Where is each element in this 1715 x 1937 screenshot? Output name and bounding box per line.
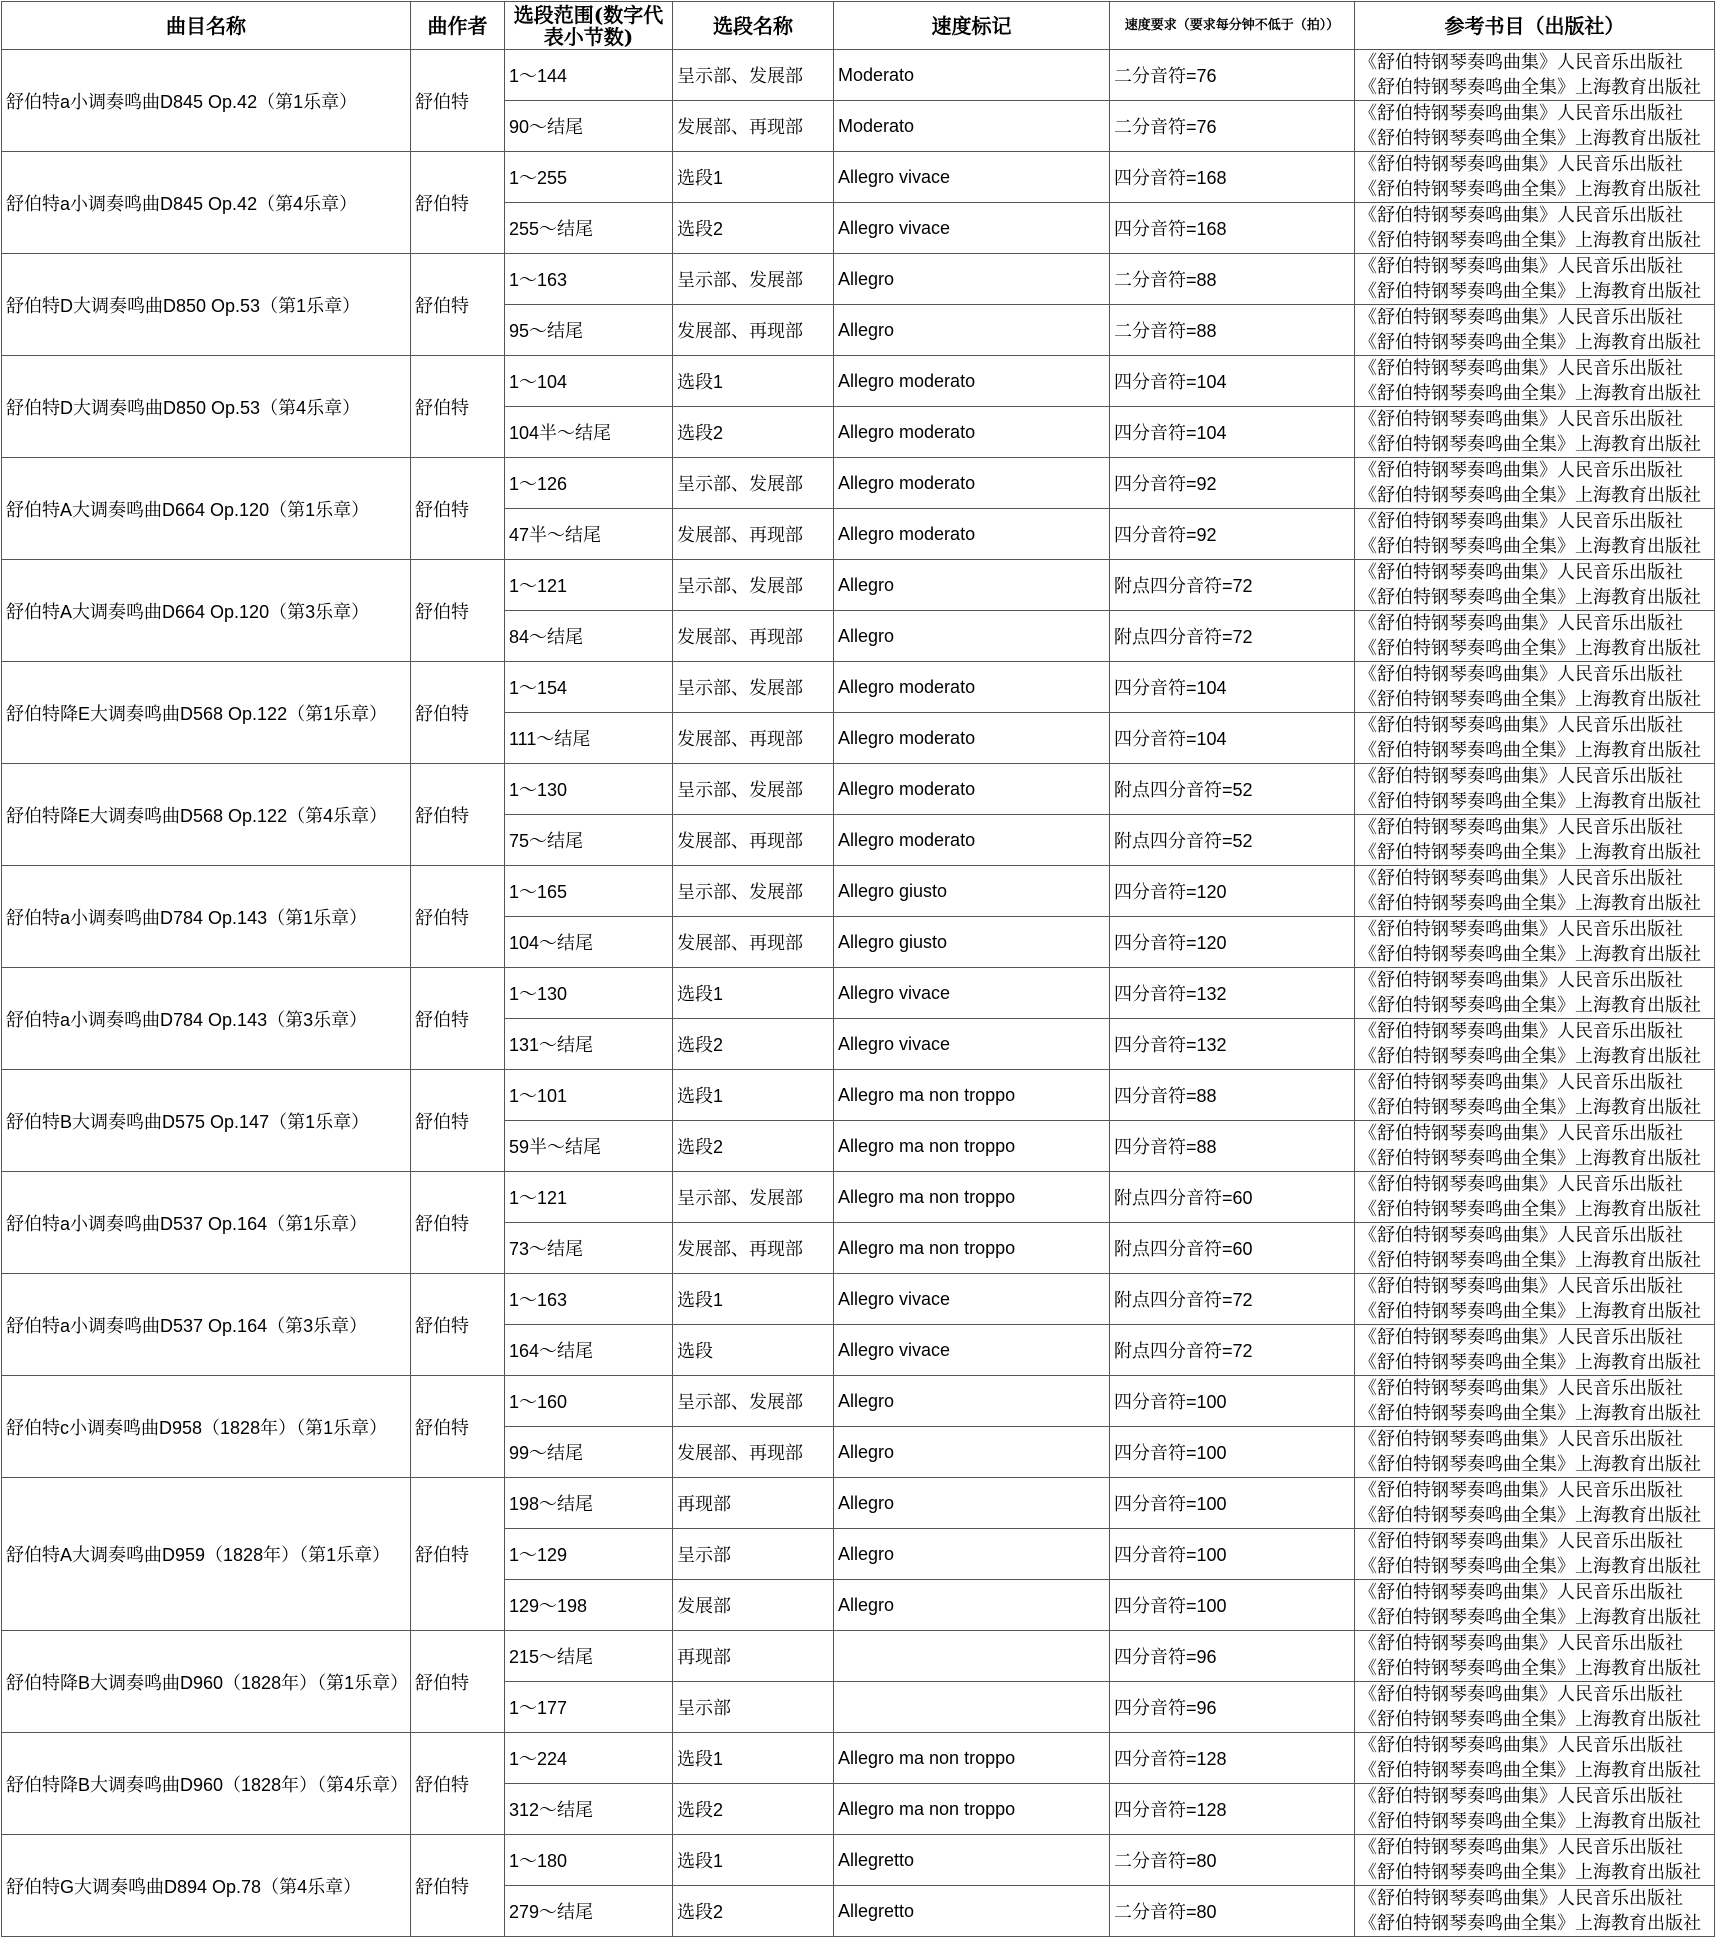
reference-books-cell: 《舒伯特钢琴奏鸣曲集》人民音乐出版社 《舒伯特钢琴奏鸣曲全集》上海教育出版社 [1355,305,1715,356]
tempo-requirement-cell: 四分音符=132 [1110,1019,1355,1070]
reference-books-cell: 《舒伯特钢琴奏鸣曲集》人民音乐出版社 《舒伯特钢琴奏鸣曲全集》上海教育出版社 [1355,1070,1715,1121]
section-name-cell: 选段2 [673,1886,834,1937]
composer-cell: 舒伯特 [411,1172,505,1274]
section-name-cell: 选段2 [673,203,834,254]
section-range-cell: 73～结尾 [505,1223,673,1274]
section-name-cell: 选段1 [673,1274,834,1325]
section-name-cell: 选段2 [673,1784,834,1835]
piece-title-cell: 舒伯特a小调奏鸣曲D845 Op.42（第4乐章） [2,152,411,254]
section-range-cell: 99～结尾 [505,1427,673,1478]
tempo-requirement-cell: 二分音符=88 [1110,305,1355,356]
tempo-requirement-cell: 四分音符=100 [1110,1580,1355,1631]
tempo-requirement-cell: 四分音符=100 [1110,1529,1355,1580]
tempo-requirement-cell: 附点四分音符=52 [1110,815,1355,866]
section-name-cell: 选段2 [673,407,834,458]
composer-cell: 舒伯特 [411,50,505,152]
section-name-cell: 呈示部、发展部 [673,764,834,815]
section-range-cell: 1～130 [505,764,673,815]
tempo-requirement-cell: 四分音符=120 [1110,917,1355,968]
tempo-marking-cell: Allegro ma non troppo [834,1733,1110,1784]
section-name-cell: 再现部 [673,1478,834,1529]
section-name-cell: 发展部、再现部 [673,611,834,662]
tempo-marking-cell: Allegro vivace [834,203,1110,254]
section-name-cell: 呈示部、发展部 [673,254,834,305]
reference-books-cell: 《舒伯特钢琴奏鸣曲集》人民音乐出版社 《舒伯特钢琴奏鸣曲全集》上海教育出版社 [1355,1631,1715,1682]
reference-books-cell: 《舒伯特钢琴奏鸣曲集》人民音乐出版社 《舒伯特钢琴奏鸣曲全集》上海教育出版社 [1355,917,1715,968]
section-range-cell: 104半～结尾 [505,407,673,458]
reference-books-cell: 《舒伯特钢琴奏鸣曲集》人民音乐出版社 《舒伯特钢琴奏鸣曲全集》上海教育出版社 [1355,1376,1715,1427]
composer-cell: 舒伯特 [411,458,505,560]
reference-books-cell: 《舒伯特钢琴奏鸣曲集》人民音乐出版社 《舒伯特钢琴奏鸣曲全集》上海教育出版社 [1355,407,1715,458]
tempo-marking-cell: Allegretto [834,1835,1110,1886]
tempo-requirement-cell: 四分音符=128 [1110,1784,1355,1835]
section-range-cell: 129～198 [505,1580,673,1631]
header-section-name: 选段名称 [673,2,834,50]
piece-title-cell: 舒伯特a小调奏鸣曲D537 Op.164（第1乐章） [2,1172,411,1274]
piece-title-cell: 舒伯特A大调奏鸣曲D664 Op.120（第1乐章） [2,458,411,560]
tempo-marking-cell [834,1631,1110,1682]
section-name-cell: 选段1 [673,968,834,1019]
section-range-cell: 255～结尾 [505,203,673,254]
tempo-marking-cell: Allegro vivace [834,1274,1110,1325]
tempo-requirement-cell: 四分音符=168 [1110,203,1355,254]
tempo-requirement-cell: 附点四分音符=72 [1110,1325,1355,1376]
tempo-marking-cell: Allegro ma non troppo [834,1121,1110,1172]
table-row [2,1172,1715,1223]
tempo-requirement-cell: 四分音符=88 [1110,1121,1355,1172]
tempo-marking-cell: Allegro [834,560,1110,611]
tempo-requirement-cell: 四分音符=120 [1110,866,1355,917]
tempo-requirement-cell: 附点四分音符=72 [1110,1274,1355,1325]
section-range-cell: 1～163 [505,254,673,305]
section-range-cell: 1～121 [505,560,673,611]
section-range-cell: 1～180 [505,1835,673,1886]
tempo-marking-cell: Allegro vivace [834,1325,1110,1376]
tempo-marking-cell: Allegro [834,1580,1110,1631]
piece-title-cell: 舒伯特a小调奏鸣曲D537 Op.164（第3乐章） [2,1274,411,1376]
tempo-requirement-cell: 四分音符=100 [1110,1478,1355,1529]
reference-books-cell: 《舒伯特钢琴奏鸣曲集》人民音乐出版社 《舒伯特钢琴奏鸣曲全集》上海教育出版社 [1355,1784,1715,1835]
section-range-cell: 1～177 [505,1682,673,1733]
tempo-requirement-cell: 四分音符=88 [1110,1070,1355,1121]
reference-books-cell: 《舒伯特钢琴奏鸣曲集》人民音乐出版社 《舒伯特钢琴奏鸣曲全集》上海教育出版社 [1355,101,1715,152]
tempo-marking-cell: Allegro moderato [834,407,1110,458]
section-name-cell: 呈示部 [673,1682,834,1733]
section-range-cell: 1～154 [505,662,673,713]
section-range-cell: 84～结尾 [505,611,673,662]
tempo-requirement-cell: 附点四分音符=72 [1110,611,1355,662]
section-name-cell: 选段2 [673,1019,834,1070]
piece-title-cell: 舒伯特a小调奏鸣曲D784 Op.143（第1乐章） [2,866,411,968]
section-range-cell: 1～104 [505,356,673,407]
tempo-requirement-cell: 四分音符=104 [1110,407,1355,458]
tempo-marking-cell [834,1682,1110,1733]
tempo-marking-cell: Allegro vivace [834,152,1110,203]
table-row [2,1733,1715,1784]
section-range-cell: 1～144 [505,50,673,101]
section-range-cell: 279～结尾 [505,1886,673,1937]
tempo-marking-cell: Allegro ma non troppo [834,1223,1110,1274]
section-range-cell: 104～结尾 [505,917,673,968]
reference-books-cell: 《舒伯特钢琴奏鸣曲集》人民音乐出版社 《舒伯特钢琴奏鸣曲全集》上海教育出版社 [1355,254,1715,305]
tempo-requirement-cell: 四分音符=132 [1110,968,1355,1019]
composer-cell: 舒伯特 [411,1733,505,1835]
section-name-cell: 呈示部、发展部 [673,1376,834,1427]
reference-books-cell: 《舒伯特钢琴奏鸣曲集》人民音乐出版社 《舒伯特钢琴奏鸣曲全集》上海教育出版社 [1355,1019,1715,1070]
tempo-marking-cell: Allegro vivace [834,1019,1110,1070]
reference-books-cell: 《舒伯特钢琴奏鸣曲集》人民音乐出版社 《舒伯特钢琴奏鸣曲全集》上海教育出版社 [1355,713,1715,764]
header-row [2,2,1715,50]
piece-title-cell: 舒伯特G大调奏鸣曲D894 Op.78（第4乐章） [2,1835,411,1937]
table-row [2,356,1715,407]
tempo-requirement-cell: 四分音符=96 [1110,1682,1355,1733]
reference-books-cell: 《舒伯特钢琴奏鸣曲集》人民音乐出版社 《舒伯特钢琴奏鸣曲全集》上海教育出版社 [1355,1274,1715,1325]
reference-books-cell: 《舒伯特钢琴奏鸣曲集》人民音乐出版社 《舒伯特钢琴奏鸣曲全集》上海教育出版社 [1355,1835,1715,1886]
section-name-cell: 呈示部、发展部 [673,560,834,611]
composer-cell: 舒伯特 [411,560,505,662]
piece-title-cell: 舒伯特A大调奏鸣曲D664 Op.120（第3乐章） [2,560,411,662]
piece-title-cell: 舒伯特D大调奏鸣曲D850 Op.53（第1乐章） [2,254,411,356]
header-section-range: 选段范围(数字代表小节数) [505,2,673,50]
section-name-cell: 呈示部、发展部 [673,866,834,917]
piece-title-cell: 舒伯特c小调奏鸣曲D958（1828年）（第1乐章） [2,1376,411,1478]
table-row [2,152,1715,203]
reference-books-cell: 《舒伯特钢琴奏鸣曲集》人民音乐出版社 《舒伯特钢琴奏鸣曲全集》上海教育出版社 [1355,1427,1715,1478]
composer-cell: 舒伯特 [411,254,505,356]
tempo-marking-cell: Allegro ma non troppo [834,1070,1110,1121]
piece-title-cell: 舒伯特降B大调奏鸣曲D960（1828年）（第4乐章） [2,1733,411,1835]
tempo-marking-cell: Allegro moderato [834,713,1110,764]
piece-title-cell: 舒伯特降E大调奏鸣曲D568 Op.122（第4乐章） [2,764,411,866]
reference-books-cell: 《舒伯特钢琴奏鸣曲集》人民音乐出版社 《舒伯特钢琴奏鸣曲全集》上海教育出版社 [1355,866,1715,917]
tempo-requirement-cell: 四分音符=92 [1110,458,1355,509]
reference-books-cell: 《舒伯特钢琴奏鸣曲集》人民音乐出版社 《舒伯特钢琴奏鸣曲全集》上海教育出版社 [1355,815,1715,866]
reference-books-cell: 《舒伯特钢琴奏鸣曲集》人民音乐出版社 《舒伯特钢琴奏鸣曲全集》上海教育出版社 [1355,1682,1715,1733]
section-name-cell: 选段2 [673,1121,834,1172]
section-name-cell: 发展部、再现部 [673,713,834,764]
header-reference-books: 参考书目（出版社） [1355,2,1715,50]
section-range-cell: 1～163 [505,1274,673,1325]
section-range-cell: 1～129 [505,1529,673,1580]
tempo-marking-cell: Allegro [834,1376,1110,1427]
tempo-requirement-cell: 四分音符=92 [1110,509,1355,560]
section-name-cell: 呈示部、发展部 [673,458,834,509]
section-name-cell: 发展部、再现部 [673,1427,834,1478]
table-row [2,662,1715,713]
section-name-cell: 发展部、再现部 [673,101,834,152]
tempo-requirement-cell: 四分音符=96 [1110,1631,1355,1682]
tempo-requirement-cell: 附点四分音符=52 [1110,764,1355,815]
reference-books-cell: 《舒伯特钢琴奏鸣曲集》人民音乐出版社 《舒伯特钢琴奏鸣曲全集》上海教育出版社 [1355,764,1715,815]
tempo-requirement-cell: 二分音符=76 [1110,101,1355,152]
tempo-requirement-cell: 附点四分音符=72 [1110,560,1355,611]
piece-title-cell: 舒伯特降E大调奏鸣曲D568 Op.122（第1乐章） [2,662,411,764]
tempo-marking-cell: Allegro giusto [834,917,1110,968]
composer-cell: 舒伯特 [411,356,505,458]
table-row [2,1376,1715,1427]
reference-books-cell: 《舒伯特钢琴奏鸣曲集》人民音乐出版社 《舒伯特钢琴奏鸣曲全集》上海教育出版社 [1355,662,1715,713]
section-range-cell: 1～121 [505,1172,673,1223]
composer-cell: 舒伯特 [411,968,505,1070]
composer-cell: 舒伯特 [411,1376,505,1478]
reference-books-cell: 《舒伯特钢琴奏鸣曲集》人民音乐出版社 《舒伯特钢琴奏鸣曲全集》上海教育出版社 [1355,1580,1715,1631]
reference-books-cell: 《舒伯特钢琴奏鸣曲集》人民音乐出版社 《舒伯特钢琴奏鸣曲全集》上海教育出版社 [1355,968,1715,1019]
tempo-requirement-cell: 二分音符=76 [1110,50,1355,101]
tempo-requirement-cell: 二分音符=80 [1110,1886,1355,1937]
tempo-marking-cell: Allegro ma non troppo [834,1784,1110,1835]
section-range-cell: 1～101 [505,1070,673,1121]
composer-cell: 舒伯特 [411,866,505,968]
tempo-marking-cell: Allegro moderato [834,662,1110,713]
section-name-cell: 发展部、再现部 [673,815,834,866]
piece-title-cell: 舒伯特B大调奏鸣曲D575 Op.147（第1乐章） [2,1070,411,1172]
tempo-marking-cell: Allegro [834,611,1110,662]
piece-title-cell: 舒伯特降B大调奏鸣曲D960（1828年）（第1乐章） [2,1631,411,1733]
tempo-requirement-cell: 四分音符=104 [1110,713,1355,764]
section-range-cell: 111～结尾 [505,713,673,764]
table-row [2,1631,1715,1682]
reference-books-cell: 《舒伯特钢琴奏鸣曲集》人民音乐出版社 《舒伯特钢琴奏鸣曲全集》上海教育出版社 [1355,1121,1715,1172]
section-range-cell: 1～160 [505,1376,673,1427]
table-row [2,458,1715,509]
section-name-cell: 再现部 [673,1631,834,1682]
reference-books-cell: 《舒伯特钢琴奏鸣曲集》人民音乐出版社 《舒伯特钢琴奏鸣曲全集》上海教育出版社 [1355,50,1715,101]
tempo-marking-cell: Allegretto [834,1886,1110,1937]
tempo-marking-cell: Moderato [834,50,1110,101]
section-range-cell: 59半～结尾 [505,1121,673,1172]
reference-books-cell: 《舒伯特钢琴奏鸣曲集》人民音乐出版社 《舒伯特钢琴奏鸣曲全集》上海教育出版社 [1355,611,1715,662]
section-name-cell: 发展部、再现部 [673,1223,834,1274]
table-row [2,1835,1715,1886]
reference-books-cell: 《舒伯特钢琴奏鸣曲集》人民音乐出版社 《舒伯特钢琴奏鸣曲全集》上海教育出版社 [1355,458,1715,509]
section-name-cell: 选段 [673,1325,834,1376]
section-range-cell: 1～255 [505,152,673,203]
tempo-requirement-cell: 二分音符=80 [1110,1835,1355,1886]
section-name-cell: 选段1 [673,1835,834,1886]
tempo-marking-cell: Allegro [834,254,1110,305]
piece-title-cell: 舒伯特A大调奏鸣曲D959（1828年）（第1乐章） [2,1478,411,1631]
tempo-marking-cell: Allegro giusto [834,866,1110,917]
table-row [2,254,1715,305]
tempo-marking-cell: Allegro vivace [834,968,1110,1019]
table-row [2,866,1715,917]
section-name-cell: 选段1 [673,356,834,407]
tempo-marking-cell: Moderato [834,101,1110,152]
repertoire-table [1,1,1715,1937]
section-range-cell: 1～130 [505,968,673,1019]
tempo-marking-cell: Allegro ma non troppo [834,1172,1110,1223]
section-name-cell: 呈示部、发展部 [673,662,834,713]
section-range-cell: 164～结尾 [505,1325,673,1376]
section-range-cell: 198～结尾 [505,1478,673,1529]
tempo-marking-cell: Allegro [834,1427,1110,1478]
tempo-requirement-cell: 四分音符=104 [1110,356,1355,407]
table-body [2,50,1715,1937]
tempo-requirement-cell: 附点四分音符=60 [1110,1172,1355,1223]
composer-cell: 舒伯特 [411,1478,505,1631]
reference-books-cell: 《舒伯特钢琴奏鸣曲集》人民音乐出版社 《舒伯特钢琴奏鸣曲全集》上海教育出版社 [1355,1529,1715,1580]
section-range-cell: 215～结尾 [505,1631,673,1682]
piece-title-cell: 舒伯特D大调奏鸣曲D850 Op.53（第4乐章） [2,356,411,458]
section-range-cell: 47半～结尾 [505,509,673,560]
section-range-cell: 75～结尾 [505,815,673,866]
section-name-cell: 呈示部 [673,1529,834,1580]
piece-title-cell: 舒伯特a小调奏鸣曲D784 Op.143（第3乐章） [2,968,411,1070]
section-name-cell: 选段1 [673,1070,834,1121]
reference-books-cell: 《舒伯特钢琴奏鸣曲集》人民音乐出版社 《舒伯特钢琴奏鸣曲全集》上海教育出版社 [1355,1325,1715,1376]
tempo-marking-cell: Allegro [834,1529,1110,1580]
section-range-cell: 312～结尾 [505,1784,673,1835]
table-row [2,1274,1715,1325]
tempo-requirement-cell: 四分音符=128 [1110,1733,1355,1784]
section-name-cell: 发展部、再现部 [673,917,834,968]
section-range-cell: 90～结尾 [505,101,673,152]
section-name-cell: 发展部、再现部 [673,509,834,560]
section-name-cell: 选段1 [673,152,834,203]
section-name-cell: 呈示部、发展部 [673,50,834,101]
composer-cell: 舒伯特 [411,1070,505,1172]
composer-cell: 舒伯特 [411,1835,505,1937]
tempo-marking-cell: Allegro moderato [834,356,1110,407]
table-row [2,1478,1715,1529]
tempo-requirement-cell: 附点四分音符=60 [1110,1223,1355,1274]
composer-cell: 舒伯特 [411,152,505,254]
header-piece-title: 曲目名称 [2,2,411,50]
table-row [2,560,1715,611]
section-range-cell: 1～224 [505,1733,673,1784]
section-name-cell: 呈示部、发展部 [673,1172,834,1223]
table-row [2,50,1715,101]
tempo-marking-cell: Allegro [834,305,1110,356]
composer-cell: 舒伯特 [411,764,505,866]
section-range-cell: 1～126 [505,458,673,509]
reference-books-cell: 《舒伯特钢琴奏鸣曲集》人民音乐出版社 《舒伯特钢琴奏鸣曲全集》上海教育出版社 [1355,1172,1715,1223]
header-tempo-requirement: 速度要求（要求每分钟不低于（拍）） [1110,2,1355,50]
header-tempo-marking: 速度标记 [834,2,1110,50]
header-composer: 曲作者 [411,2,505,50]
reference-books-cell: 《舒伯特钢琴奏鸣曲集》人民音乐出版社 《舒伯特钢琴奏鸣曲全集》上海教育出版社 [1355,1733,1715,1784]
section-range-cell: 131～结尾 [505,1019,673,1070]
tempo-marking-cell: Allegro moderato [834,764,1110,815]
table-row [2,1070,1715,1121]
reference-books-cell: 《舒伯特钢琴奏鸣曲集》人民音乐出版社 《舒伯特钢琴奏鸣曲全集》上海教育出版社 [1355,1886,1715,1937]
reference-books-cell: 《舒伯特钢琴奏鸣曲集》人民音乐出版社 《舒伯特钢琴奏鸣曲全集》上海教育出版社 [1355,152,1715,203]
reference-books-cell: 《舒伯特钢琴奏鸣曲集》人民音乐出版社 《舒伯特钢琴奏鸣曲全集》上海教育出版社 [1355,1478,1715,1529]
tempo-requirement-cell: 四分音符=168 [1110,152,1355,203]
reference-books-cell: 《舒伯特钢琴奏鸣曲集》人民音乐出版社 《舒伯特钢琴奏鸣曲全集》上海教育出版社 [1355,509,1715,560]
piece-title-cell: 舒伯特a小调奏鸣曲D845 Op.42（第1乐章） [2,50,411,152]
section-range-cell: 95～结尾 [505,305,673,356]
table-row [2,764,1715,815]
composer-cell: 舒伯特 [411,1631,505,1733]
reference-books-cell: 《舒伯特钢琴奏鸣曲集》人民音乐出版社 《舒伯特钢琴奏鸣曲全集》上海教育出版社 [1355,203,1715,254]
reference-books-cell: 《舒伯特钢琴奏鸣曲集》人民音乐出版社 《舒伯特钢琴奏鸣曲全集》上海教育出版社 [1355,1223,1715,1274]
tempo-requirement-cell: 四分音符=104 [1110,662,1355,713]
tempo-marking-cell: Allegro moderato [834,509,1110,560]
section-name-cell: 发展部 [673,1580,834,1631]
tempo-marking-cell: Allegro moderato [834,815,1110,866]
tempo-marking-cell: Allegro moderato [834,458,1110,509]
section-range-cell: 1～165 [505,866,673,917]
tempo-requirement-cell: 二分音符=88 [1110,254,1355,305]
section-name-cell: 选段1 [673,1733,834,1784]
tempo-requirement-cell: 四分音符=100 [1110,1427,1355,1478]
composer-cell: 舒伯特 [411,1274,505,1376]
composer-cell: 舒伯特 [411,662,505,764]
reference-books-cell: 《舒伯特钢琴奏鸣曲集》人民音乐出版社 《舒伯特钢琴奏鸣曲全集》上海教育出版社 [1355,356,1715,407]
section-name-cell: 发展部、再现部 [673,305,834,356]
tempo-requirement-cell: 四分音符=100 [1110,1376,1355,1427]
table-row [2,968,1715,1019]
tempo-marking-cell: Allegro [834,1478,1110,1529]
reference-books-cell: 《舒伯特钢琴奏鸣曲集》人民音乐出版社 《舒伯特钢琴奏鸣曲全集》上海教育出版社 [1355,560,1715,611]
